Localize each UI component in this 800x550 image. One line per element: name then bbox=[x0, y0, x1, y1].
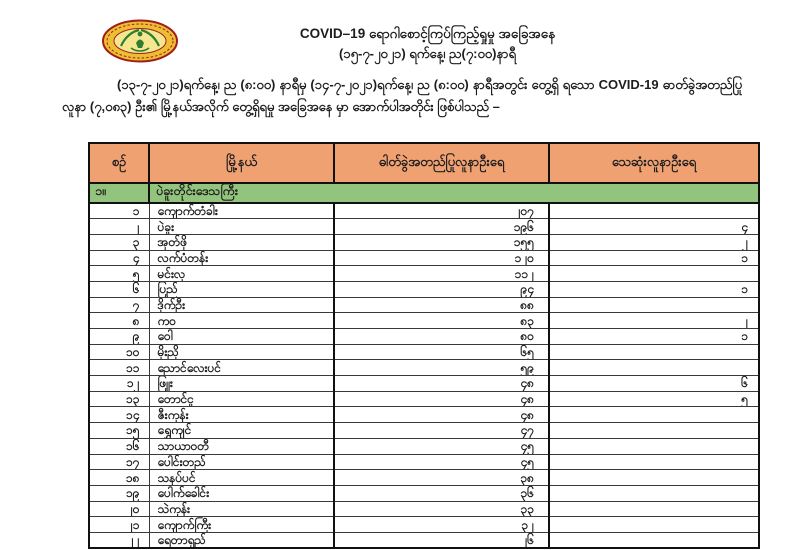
row-death-count bbox=[549, 485, 759, 501]
row-serial: ၁၄ bbox=[89, 407, 149, 423]
row-confirmed-count: ၈၀ bbox=[334, 329, 549, 345]
table-row bbox=[89, 360, 759, 376]
row-confirmed-count: ၄၈ bbox=[334, 376, 549, 392]
row-death-count bbox=[549, 344, 759, 360]
row-township: ရွှေကျင် bbox=[149, 423, 334, 439]
table-row bbox=[89, 266, 759, 282]
table-row bbox=[89, 376, 759, 392]
table-row bbox=[89, 470, 759, 486]
row-serial: ၂ bbox=[89, 219, 149, 235]
table-row bbox=[89, 281, 759, 297]
row-confirmed-count: ၆၅ bbox=[334, 344, 549, 360]
row-death-count bbox=[549, 203, 759, 219]
row-township: ကဝ bbox=[149, 313, 334, 329]
table-row bbox=[89, 250, 759, 266]
table-row bbox=[89, 438, 759, 454]
row-confirmed-count: ၂၀၇ bbox=[334, 203, 549, 219]
row-death-count: ၅ bbox=[549, 391, 759, 407]
table-row bbox=[89, 219, 759, 235]
row-death-count bbox=[549, 438, 759, 454]
row-death-count: ၂ bbox=[549, 234, 759, 250]
row-serial: ၁ bbox=[89, 203, 149, 219]
row-death-count bbox=[549, 470, 759, 486]
row-serial: ၁၂ bbox=[89, 376, 149, 392]
region-name: ပဲခူးတိုင်းဒေသကြီး bbox=[149, 183, 759, 203]
row-death-count: ၂ bbox=[549, 313, 759, 329]
row-serial: ၉ bbox=[89, 329, 149, 345]
row-serial: ၃ bbox=[89, 234, 149, 250]
table-row bbox=[89, 423, 759, 439]
row-confirmed-count: ၃၆ bbox=[334, 485, 549, 501]
column-header-township: မြို့နယ် bbox=[149, 143, 334, 183]
column-header-serial: စဉ် bbox=[89, 143, 149, 183]
row-confirmed-count: ၃၈ bbox=[334, 470, 549, 486]
row-confirmed-count: ၄၈ bbox=[334, 407, 549, 423]
row-township: ကျောက်ကြီး bbox=[149, 517, 334, 533]
row-serial: ၁၈ bbox=[89, 470, 149, 486]
row-confirmed-count: ၃၃ bbox=[334, 501, 549, 517]
row-death-count bbox=[549, 501, 759, 517]
row-confirmed-count: ၃၂ bbox=[334, 517, 549, 533]
row-serial: ၁၉ bbox=[89, 485, 149, 501]
column-header-deaths: သေဆုံးလူနာဦးရေ bbox=[549, 143, 759, 183]
row-confirmed-count: ၁၉၆ bbox=[334, 219, 549, 235]
table-row bbox=[89, 391, 759, 407]
row-confirmed-count: ၁၂၀ bbox=[334, 250, 549, 266]
intro-paragraph: (၁၃-၇-၂၀၂၁)ရက်နေ့၊ ည (၈:၀၀) နာရီမှ (၁၄-၇-၂၀၂၁)ရက်နေ့၊ ည (၈:၀၀) နာရီအတွင်း တွေ့ရှိ ရသော COVID-19 ဓာတ်ခွဲအတည်ပြုလူနာ (၇,၀၈၃) ဦး၏ မြို့နယ်အလိုက် တွေ့ရှိရမှု အခြေအနေ မှာ အောက်ပါအတိုင်း ဖြစ်ပါသည် – bbox=[62, 77, 742, 114]
row-township: မင်းလှ bbox=[149, 266, 334, 282]
table-row bbox=[89, 344, 759, 360]
row-death-count: ၁ bbox=[549, 281, 759, 297]
table-row bbox=[89, 234, 759, 250]
row-serial: ၁၀ bbox=[89, 344, 149, 360]
row-death-count: ၁ bbox=[549, 329, 759, 345]
table-row bbox=[89, 517, 759, 533]
row-confirmed-count: ၉၄ bbox=[334, 281, 549, 297]
row-township: ပြည် bbox=[149, 281, 334, 297]
row-township: ပေါက်ခေါင်း bbox=[149, 485, 334, 501]
row-confirmed-count: ၅၉ bbox=[334, 360, 549, 376]
row-township: ဝေါ bbox=[149, 329, 334, 345]
row-serial: ၂၁ bbox=[89, 517, 149, 533]
column-header-confirmed: ဓါတ်ခွဲအတည်ပြုလူနာဦးရေ bbox=[334, 143, 549, 183]
row-township: သာယာဝတီ bbox=[149, 438, 334, 454]
header-title-block bbox=[160, 24, 695, 63]
table-row bbox=[89, 485, 759, 501]
row-serial: ၅ bbox=[89, 266, 149, 282]
region-number: ၁။ bbox=[89, 183, 149, 203]
row-serial: ၄ bbox=[89, 250, 149, 266]
row-township: တောင်ငူ bbox=[149, 391, 334, 407]
row-death-count bbox=[549, 297, 759, 313]
row-death-count: ၁ bbox=[549, 250, 759, 266]
row-township: ရေတာရှည် bbox=[149, 532, 334, 548]
table-row bbox=[89, 532, 759, 548]
row-death-count bbox=[549, 266, 759, 282]
row-township: ပဲခူး bbox=[149, 219, 334, 235]
row-serial: ၁၁ bbox=[89, 360, 149, 376]
row-township: ကျောက်တံခါး bbox=[149, 203, 334, 219]
row-confirmed-count: ၄၇ bbox=[334, 423, 549, 439]
region-header-row bbox=[89, 183, 759, 203]
row-death-count bbox=[549, 517, 759, 533]
row-serial: ၁၅ bbox=[89, 423, 149, 439]
row-township: မိုးညို bbox=[149, 344, 334, 360]
table-row bbox=[89, 329, 759, 345]
table-row bbox=[89, 407, 759, 423]
table-row bbox=[89, 501, 759, 517]
table-row bbox=[89, 297, 759, 313]
row-serial: ၈ bbox=[89, 313, 149, 329]
row-confirmed-count: ၄၅ bbox=[334, 438, 549, 454]
row-confirmed-count: ၄၈ bbox=[334, 391, 549, 407]
row-death-count bbox=[549, 360, 759, 376]
covid-township-table bbox=[88, 142, 760, 549]
row-death-count bbox=[549, 532, 759, 548]
row-township: ညောင်လေးပင် bbox=[149, 360, 334, 376]
table-row bbox=[89, 203, 759, 219]
table-row bbox=[89, 454, 759, 470]
row-death-count bbox=[549, 454, 759, 470]
row-township: ဒိုက်ဦး bbox=[149, 297, 334, 313]
row-serial: ၁၃ bbox=[89, 391, 149, 407]
table-header-row bbox=[89, 143, 759, 183]
row-confirmed-count: ၄၅ bbox=[334, 454, 549, 470]
row-confirmed-count: ၈၈ bbox=[334, 297, 549, 313]
table-row bbox=[89, 313, 759, 329]
row-confirmed-count: ၁၁၂ bbox=[334, 266, 549, 282]
row-serial: ၁၇ bbox=[89, 454, 149, 470]
row-death-count bbox=[549, 407, 759, 423]
row-confirmed-count: ၈၃ bbox=[334, 313, 549, 329]
row-township: ဖြူး bbox=[149, 376, 334, 392]
row-death-count: ၄ bbox=[549, 219, 759, 235]
row-serial: ၂၂ bbox=[89, 532, 149, 548]
table-body bbox=[89, 203, 759, 548]
document-title: COVID–19 ရောဂါစောင့်ကြပ်ကြည့်ရှုမှု အခြေအနေ bbox=[299, 26, 556, 41]
row-township: သဲကုန်း bbox=[149, 501, 334, 517]
row-township: ပေါင်းတည် bbox=[149, 454, 334, 470]
row-serial: ၁၆ bbox=[89, 438, 149, 454]
row-township: လက်ပံတန်း bbox=[149, 250, 334, 266]
row-township: သနပ်ပင် bbox=[149, 470, 334, 486]
document-subtitle-date: (၁၅-၇-၂၀၂၁) ရက်နေ့၊ ည(၇:၀၀)နာရီ bbox=[339, 46, 516, 61]
row-township: အုတ်ဖို bbox=[149, 234, 334, 250]
row-township: ဇီးကုန်း bbox=[149, 407, 334, 423]
row-death-count: ၆ bbox=[549, 376, 759, 392]
row-death-count bbox=[549, 423, 759, 439]
row-confirmed-count: ၂၆ bbox=[334, 532, 549, 548]
row-serial: ၂၀ bbox=[89, 501, 149, 517]
row-serial: ၆ bbox=[89, 281, 149, 297]
row-serial: ၇ bbox=[89, 297, 149, 313]
row-confirmed-count: ၁၅၅ bbox=[334, 234, 549, 250]
